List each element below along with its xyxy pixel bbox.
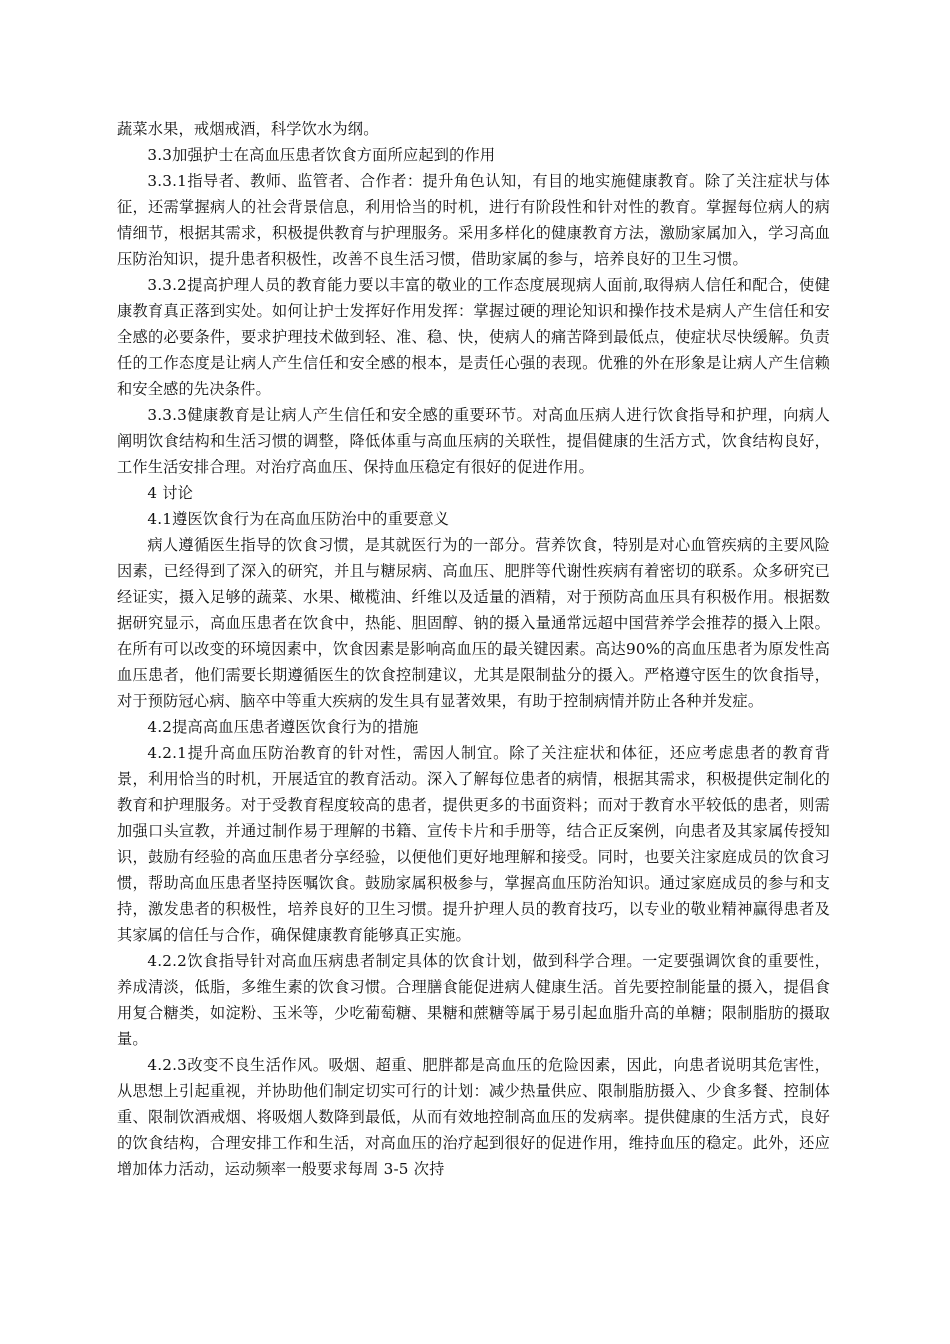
paragraph-continuation: 蔬菜水果，戒烟戒酒，科学饮水为纲。 — [117, 120, 379, 138]
document-page — [117, 116, 830, 1182]
paragraph-4-2-1: 4.2.1提升高血压防治教育的针对性，需因人制宜。除了关注症状和体征，还应考虑患者的教育背景，利用恰当的时机，开展适宜的教育活动。深入了解每位患者的病情，根据其需求，积极提供定制化的教育和护理服务。对于受教育程度较高的患者，提供更多的书面资料；而对于教育水平较低的患者，则需加强口头宣教，并通过制作易于理解的书籍、宣传卡片和手册等，结合正反案例，向患者及其家属传授知识，鼓励有经验的高血压患者分享经验，以便他们更好地理解和接受。同时，也要关注家庭成员的饮食习惯，帮助高血压患者坚持医嘱饮食。鼓励家属积极参与，掌握高血压防治知识。通过家庭成员的参与和支持，激发患者的积极性，培养良好的卫生习惯。提升护理人员的教育技巧，以专业的敬业精神赢得患者及其家属的信任与合作，确保健康教育能够真正实施。 — [117, 744, 830, 944]
paragraph-4-2-3: 4.2.3改变不良生活作风。吸烟、超重、肥胖都是高血压的危险因素，因此，向患者说明其危害性，从思想上引起重视，并协助他们制定切实可行的计划：减少热量供应、限制脂肪摄入、少食多餐、控制体重、限制饮酒戒烟、将吸烟人数降到最低，从而有效地控制高血压的发病率。提供健康的生活方式，良好的饮食结构，合理安排工作和生活，对高血压的治疗起到很好的促进作用，维持血压的稳定。此外，还应增加体力活动，运动频率一般要求每周 3-5 次持 — [117, 1056, 830, 1178]
paragraph-3-3-3: 3.3.3健康教育是让病人产生信任和安全感的重要环节。对高血压病人进行饮食指导和护理，向病人阐明饮食结构和生活习惯的调整，降低体重与高血压病的关联性，提倡健康的生活方式，饮食结构良好，工作生活安排合理。对治疗高血压、保持血压稳定有很好的促进作用。 — [117, 406, 830, 476]
section-heading-3-3: 3.3加强护士在高血压患者饮食方面所应起到的作用 — [147, 146, 496, 164]
section-heading-4-2: 4.2提高高血压患者遵医饮食行为的措施 — [147, 718, 419, 736]
paragraph-3-3-1: 3.3.1指导者、教师、监管者、合作者：提升角色认知，有目的地实施健康教育。除了关注症状与体征，还需掌握病人的社会背景信息，利用恰当的时机，进行有阶段性和针对性的教育。掌握每位病人的病情细节，根据其需求，积极提供教育与护理服务。采用多样化的健康教育方法，激励家属加入，学习高血压防治知识，提升患者积极性，改善不良生活习惯，借助家属的参与，培养良好的卫生习惯。 — [117, 172, 830, 268]
section-heading-4: 4 讨论 — [147, 484, 194, 502]
paragraph-3-3-2: 3.3.2提高护理人员的教育能力要以丰富的敬业的工作态度展现病人面前,取得病人信任和配合，使健康教育真正落到实处。如何让护士发挥好作用发挥：掌握过硬的理论知识和操作技术是病人产生信任和安全感的必要条件，要求护理技术做到轻、准、稳、快，使病人的痛苦降到最低点，使症状尽快缓解。负责任的工作态度是让病人产生信任和安全感的根本，是责任心强的表现。优雅的外在形象是让病人产生信赖和安全感的先决条件。 — [117, 276, 830, 398]
section-heading-4-1: 4.1遵医饮食行为在高血压防治中的重要意义 — [147, 510, 450, 528]
paragraph-4-2-2: 4.2.2饮食指导针对高血压病患者制定具体的饮食计划，做到科学合理。一定要强调饮食的重要性，养成清淡，低脂，多维生素的饮食习惯。合理膳食能促进病人健康生活。首先要控制能量的摄入，提倡食用复合糖类，如淀粉、玉米等，少吃葡萄糖、果糖和蔗糖等属于易引起血脂升高的单糖；限制脂肪的摄取量。 — [117, 952, 830, 1048]
paragraph-4-1: 病人遵循医生指导的饮食习惯，是其就医行为的一部分。营养饮食，特别是对心血管疾病的主要风险因素，已经得到了深入的研究，并且与糖尿病、高血压、肥胖等代谢性疾病有着密切的联系。众多研究已经证实，摄入足够的蔬菜、水果、橄榄油、纤维以及适量的酒精，对于预防高血压具有积极作用。根据数据研究显示，高血压患者在饮食中，热能、胆固醇、钠的摄入量通常远超中国营养学会推荐的摄入上限。在所有可以改变的环境因素中，饮食因素是影响高血压的最关键因素。高达90%的高血压患者为原发性高血压患者，他们需要长期遵循医生的饮食控制建议，尤其是限制盐分的摄入。严格遵守医生的饮食指导，对于预防冠心病、脑卒中等重大疾病的发生具有显著效果，有助于控制病情并防止各种并发症。 — [117, 536, 830, 710]
